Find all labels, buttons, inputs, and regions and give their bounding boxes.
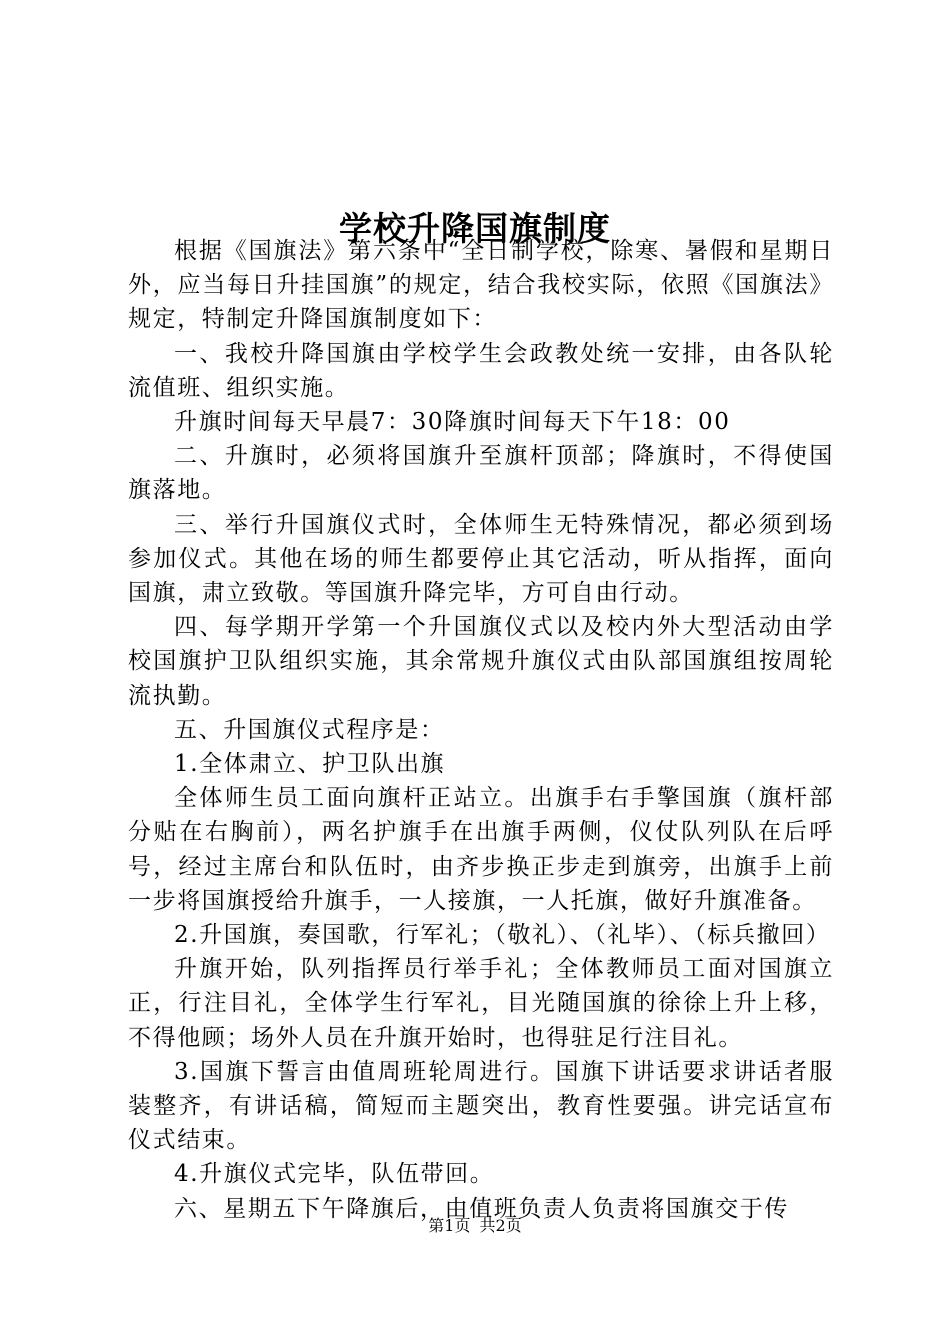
paragraph: 升旗开始，队列指挥员行举手礼；全体教师员工面对国旗立正，行注目礼，全体学生行军礼，目光随国旗的徐徐上升上移，不得他顾；场外人员在升旗开始时，也得驻足行注目礼。	[128, 956, 834, 1051]
paragraph: 升旗时间每天早晨7：30降旗时间每天下午18：00	[174, 409, 731, 436]
paragraph: 一、我校升降国旗由学校学生会政教处统一安排，由各队轮流值班、组织实施。	[128, 340, 834, 401]
page-number: 第1页	[428, 1216, 471, 1235]
paragraph: 全体师生员工面向旗杆正站立。出旗手右手擎国旗（旗杆部分贴在右胸前），两名护旗手在出旗手两侧，仪仗队列队在后呼号，经过主席台和队伍时，由齐步换正步走到旗旁，出旗手上前一步将国旗授给升旗手，一人接旗，一人托旗，做好升旗准备。	[128, 785, 834, 914]
paragraph: 五、升国旗仪式程序是：	[174, 716, 445, 743]
page-total: 共2页	[479, 1216, 522, 1235]
paragraph: 4.升旗仪式完毕，队伍带回。	[174, 1161, 495, 1188]
page-footer	[0, 1214, 950, 1238]
paragraph: 三、举行升国旗仪式时，全体师生无特殊情况，都必须到场参加仪式。其他在场的师生都要停止其它活动，听从指挥，面向国旗，肃立致敬。等国旗升降完毕，方可自由行动。	[128, 511, 834, 607]
document-title: 学校升降国旗制度	[339, 209, 611, 249]
paragraph: 二、升旗时，必须将国旗升至旗杆顶部；降旗时，不得使国旗落地。	[128, 443, 834, 504]
paragraph: 四、每学期开学第一个升国旗仪式以及校内外大型活动由学校国旗护卫队组织实施，其余常规升旗仪式由队部国旗组按周轮流执勤。	[128, 614, 834, 709]
paragraph: 2.升国旗，奏国歌，行军礼；（敬礼）、（礼毕）、（标兵撤回）	[174, 922, 831, 949]
paragraph: 根据《国旗法》第六条中“全日制学校，除寒、暑假和星期日外，应当每日升挂国旗”的规定，结合我校实际，依照《国旗法》规定，特制定升降国旗制度如下：	[128, 238, 834, 333]
paragraph: 3.国旗下誓言由值周班轮周进行。国旗下讲话要求讲话者服装整齐，有讲话稿，简短而主题突出，教育性要强。讲完话宣布仪式结束。	[128, 1058, 834, 1154]
document-body	[128, 234, 834, 1226]
paragraph: 1.全体肃立、护卫队出旗	[174, 751, 446, 778]
paragraph: 六、星期五下午降旗后，由值班负责人负责将国旗交于传	[174, 1195, 789, 1222]
